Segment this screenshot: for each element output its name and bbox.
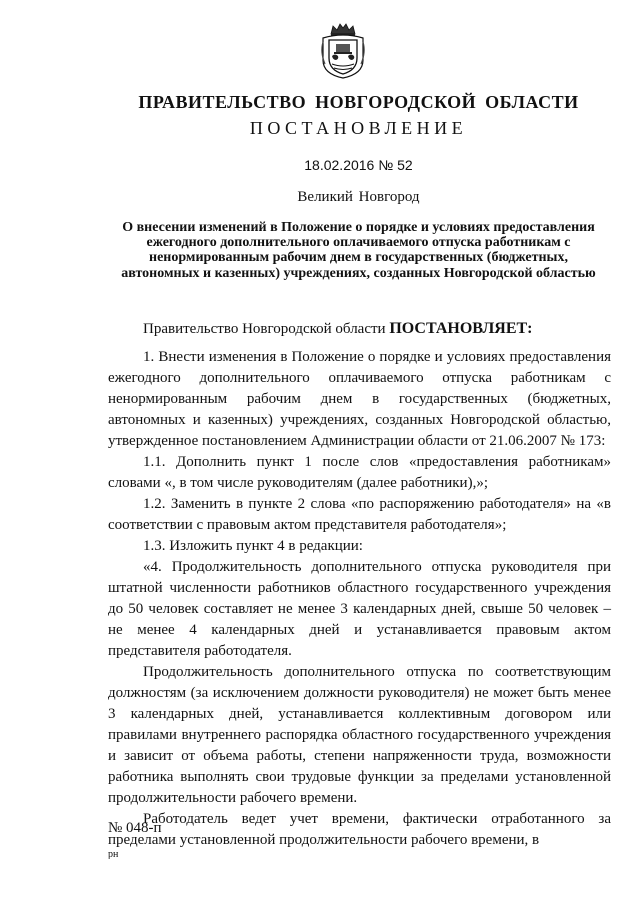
paragraph-1-3: 1.3. Изложить пункт 4 в редакции: bbox=[143, 538, 363, 554]
document-type: ПОСТАНОВЛЕНИЕ bbox=[249, 118, 468, 138]
lead-text: Правительство Новгородской области bbox=[143, 321, 390, 337]
paragraph-1-1: 1.1. Дополнить пункт 1 после слов «предоставления работникам» словами «, в том числе руководителям (далее работники),»; bbox=[108, 454, 611, 491]
paragraph-employer: Работодатель ведет учет времени, фактически отработанного за пределами установленной продолжительности рабочего времени, в bbox=[108, 811, 611, 848]
resolution-lead bbox=[108, 318, 611, 340]
novgorod-coat-of-arms-icon bbox=[319, 22, 367, 80]
document-subject: О внесении изменений в Положение о порядке и условиях предоставления ежегодного дополнительного оплачиваемого отпуска работникам с ненормированным рабочим днем в государственных (бюджетных, автономных и казенных) учреждениях, созданных Новгородской областью bbox=[121, 220, 596, 281]
lead-emphasis: ПОСТАНОВЛЯЕТ: bbox=[389, 320, 533, 337]
cut-off-line: рн bbox=[108, 851, 119, 859]
document-city: Великий Новгород bbox=[297, 189, 420, 205]
paragraph-1: 1. Внести изменения в Положение о порядке и условиях предоставления ежегодного дополнительного оплачиваемого отпуска работникам с ненормированным рабочим днем в государственных (бюджетных, автономных и казенных) учреждениях, созданных Новгородской областью, утвержденное постановлением Администрации области от 21.06.2007 № 173: bbox=[108, 349, 611, 449]
paragraph-duration: Продолжительность дополнительного отпуска по соответствующим должностям (за исключением должности руководителя) не может быть менее 3 календарных дней, устанавливается коллективным договором или правилами внутреннего распорядка областного государственного учреждения и зависит от объема работы, степени напряженности труда, возможности работника выполнять свои трудовые функции за пределами установленной продолжительности рабочего времени. bbox=[108, 664, 611, 806]
document-date-number: 18.02.2016 № 52 bbox=[304, 157, 413, 173]
document-registration-number: № 048-п bbox=[108, 820, 162, 836]
document-body bbox=[108, 318, 611, 859]
paragraph-1-2: 1.2. Заменить в пункте 2 слова «по распоряжению работодателя» на «в соответствии с правовым актом представителя работодателя»; bbox=[108, 496, 611, 533]
paragraph-point-4: «4. Продолжительность дополнительного отпуска руководителя при штатной численности работников областного государственного учреждения до 50 человек составляет не менее 3 календарных дней, свыше 50 человек – не менее 4 календарных дней и устанавливается правовым актом представителя работодателя. bbox=[108, 559, 611, 659]
government-title: ПРАВИТЕЛЬСТВО НОВГОРОДСКОЙ ОБЛАСТИ bbox=[138, 92, 579, 112]
